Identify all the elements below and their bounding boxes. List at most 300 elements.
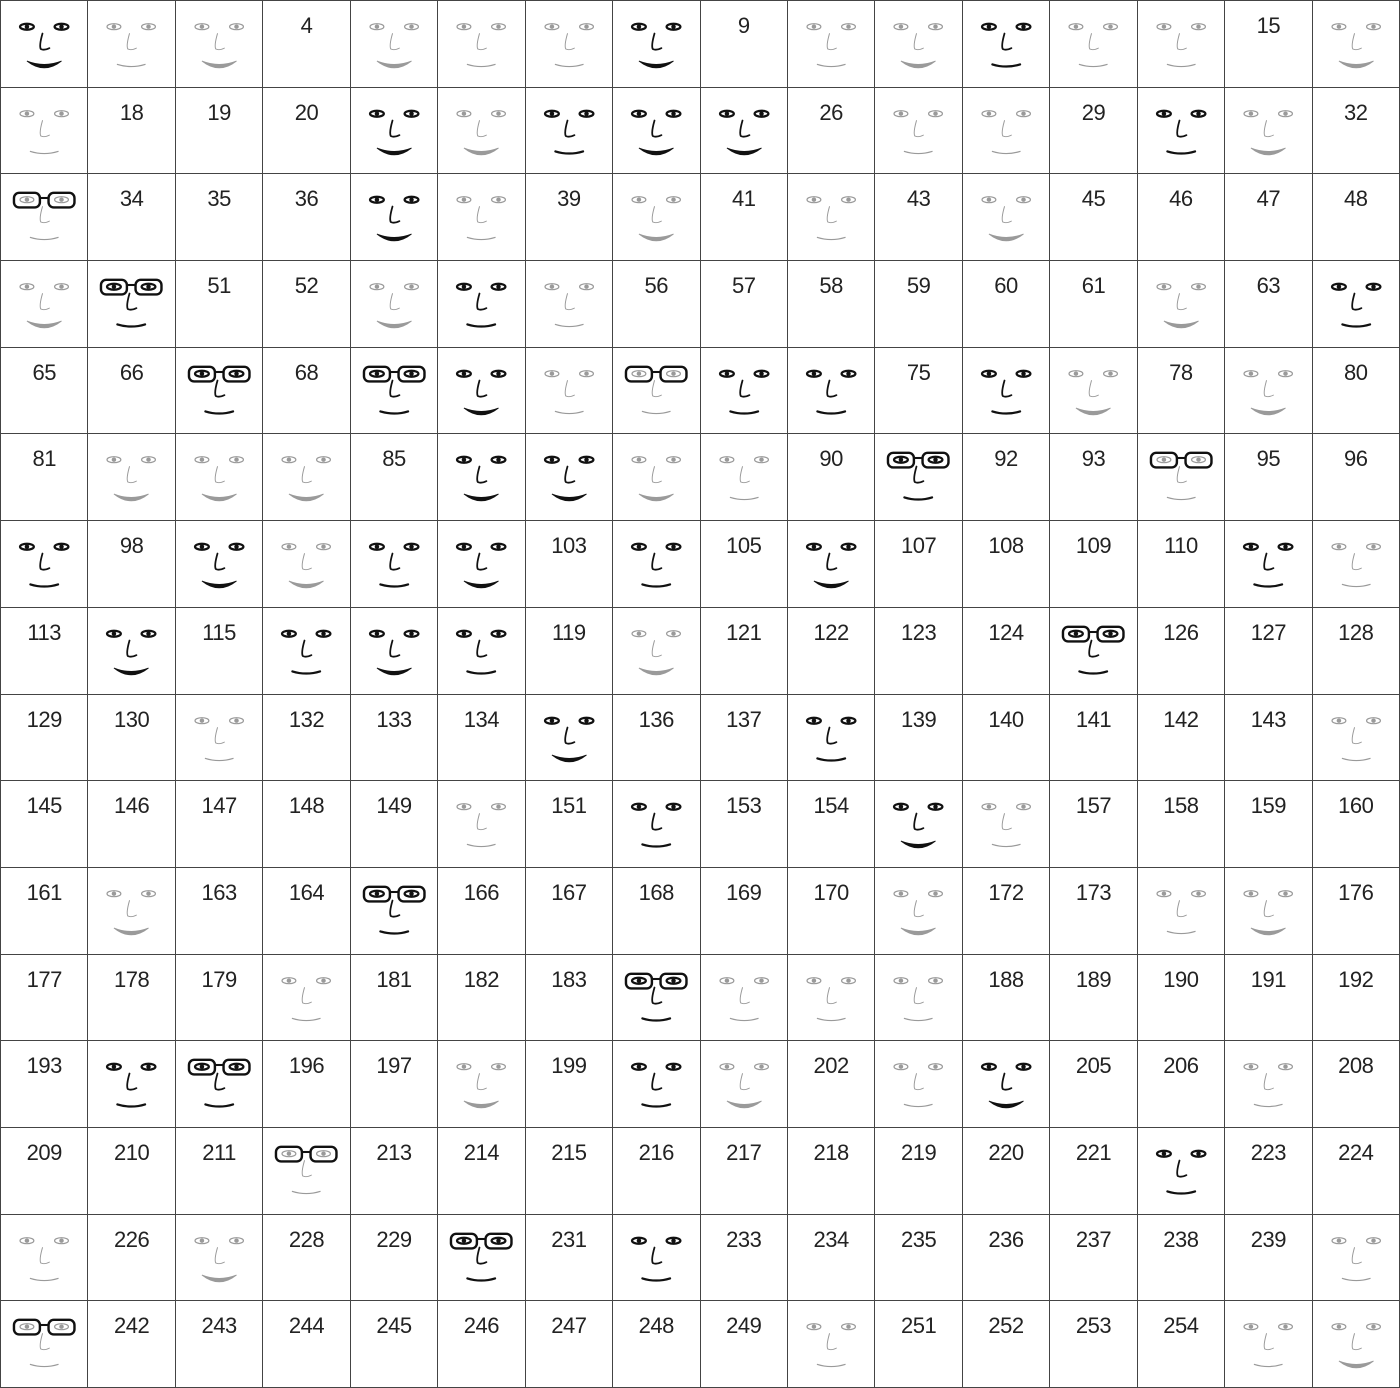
cell-number: 80 <box>1344 359 1368 385</box>
mouth <box>30 1278 58 1280</box>
nose <box>302 987 311 1003</box>
face-thumbnail-cell <box>262 607 349 694</box>
face-thumbnail-cell <box>874 867 961 954</box>
mouth <box>1167 1191 1195 1193</box>
numbered-cell <box>1312 607 1399 694</box>
nose <box>652 467 661 483</box>
right-pupil <box>1196 111 1200 115</box>
mouth <box>293 1191 321 1193</box>
numbered-cell <box>874 1214 961 1301</box>
mouth <box>1342 758 1370 760</box>
face-thumbnail-cell <box>612 347 699 434</box>
right-pupil <box>1283 1325 1287 1329</box>
cell-number: 139 <box>900 706 937 732</box>
cell-number: 58 <box>819 273 843 299</box>
face-thumbnail-cell <box>1224 1040 1311 1127</box>
mouth <box>377 668 412 675</box>
face-thumbnail-cell <box>874 0 961 87</box>
right-pupil <box>1283 891 1287 895</box>
mouth <box>118 64 146 66</box>
numbered-cell <box>874 1300 961 1387</box>
face-thumbnail-cell <box>350 0 437 87</box>
numbered-cell <box>525 607 612 694</box>
right-pupil <box>846 718 850 722</box>
right-pupil <box>59 24 63 28</box>
nose <box>827 207 836 223</box>
nose <box>915 1074 924 1090</box>
cell-number: 244 <box>288 1313 325 1339</box>
nose <box>215 467 224 483</box>
face-sketch-icon <box>613 1215 699 1301</box>
right-pupil <box>1371 1325 1375 1329</box>
right-pupil <box>1021 111 1025 115</box>
face-sketch-icon <box>701 88 787 174</box>
mouth <box>555 324 583 326</box>
face-thumbnail-cell <box>350 607 437 694</box>
mouth <box>1255 1105 1283 1107</box>
mouth <box>30 585 58 587</box>
mouth <box>468 671 496 673</box>
face-thumbnail-cell <box>1312 1214 1399 1301</box>
nose <box>915 120 924 136</box>
face-thumbnail-cell <box>350 87 437 174</box>
mouth <box>817 1365 845 1367</box>
left-pupil <box>637 458 641 462</box>
left-pupil <box>25 1238 29 1242</box>
numbered-cell <box>962 260 1049 347</box>
numbered-cell <box>175 260 262 347</box>
left-pupil <box>724 111 728 115</box>
left-pupil <box>986 371 990 375</box>
face-sketch-icon <box>1138 1128 1224 1214</box>
left-pupil <box>374 371 378 375</box>
face-thumbnail-cell <box>1224 1300 1311 1387</box>
cell-number: 61 <box>1081 273 1106 299</box>
cell-number: 142 <box>1163 706 1199 732</box>
numbered-cell <box>962 694 1049 781</box>
numbered-cell <box>262 0 349 87</box>
left-pupil <box>724 458 728 462</box>
numbered-cell <box>1312 173 1399 260</box>
mouth <box>1251 928 1286 935</box>
face-sketch-icon <box>176 1041 262 1127</box>
right-pupil <box>671 805 675 809</box>
right-pupil <box>846 1325 850 1329</box>
right-pupil <box>934 111 938 115</box>
left-pupil <box>462 111 466 115</box>
left-pupil <box>462 1065 466 1069</box>
cell-number: 45 <box>1081 186 1106 212</box>
left-pupil <box>200 371 204 375</box>
face-sketch-icon <box>263 1128 349 1214</box>
cell-number: 168 <box>638 879 674 905</box>
face-sketch-icon <box>1 1 87 87</box>
nose <box>477 294 486 310</box>
cell-number: 252 <box>988 1313 1024 1339</box>
mouth <box>639 234 674 241</box>
left-pupil <box>200 458 204 462</box>
face-thumbnail-cell <box>175 1214 262 1301</box>
cell-number: 197 <box>376 1053 412 1079</box>
cell-number: 18 <box>119 99 144 125</box>
right-pupil <box>1196 24 1200 28</box>
numbered-cell <box>1137 1300 1224 1387</box>
face-thumbnail-cell <box>1224 87 1311 174</box>
right-pupil <box>671 198 675 202</box>
nose <box>915 900 924 916</box>
face-thumbnail-cell <box>700 1040 787 1127</box>
mouth <box>1338 61 1373 68</box>
nose <box>390 207 399 223</box>
cell-number: 35 <box>207 186 231 212</box>
face-thumbnail-cell <box>1224 867 1311 954</box>
numbered-cell <box>962 954 1049 1041</box>
cell-number: 223 <box>1250 1139 1286 1165</box>
face-sketch-icon <box>1 1215 87 1301</box>
face-sketch-icon <box>351 348 437 434</box>
cell-number: 233 <box>726 1226 762 1252</box>
numbered-cell <box>1137 173 1224 260</box>
mouth <box>468 845 496 847</box>
right-pupil <box>234 1065 238 1069</box>
left-pupil <box>25 1325 29 1329</box>
mouth <box>464 408 499 415</box>
nose <box>1089 640 1098 656</box>
face-thumbnail-cell <box>0 87 87 174</box>
nose <box>1002 120 1011 136</box>
right-pupil <box>496 198 500 202</box>
nose <box>652 1074 661 1090</box>
face-thumbnail-cell <box>437 520 524 607</box>
right-pupil <box>1109 24 1113 28</box>
nose <box>1177 120 1186 136</box>
mouth <box>464 148 499 155</box>
nose <box>827 1334 836 1350</box>
cell-number: 173 <box>1075 879 1112 905</box>
mouth <box>642 411 670 413</box>
left-pupil <box>1336 718 1340 722</box>
numbered-cell <box>525 1300 612 1387</box>
face-thumbnail-cell <box>0 1214 87 1301</box>
cell-number: 247 <box>551 1313 587 1339</box>
face-sketch-icon <box>1313 1 1399 87</box>
face-thumbnail-cell <box>962 173 1049 260</box>
numbered-cell <box>1049 260 1136 347</box>
face-thumbnail-cell <box>1312 0 1399 87</box>
cell-number: 153 <box>726 793 762 819</box>
right-pupil <box>234 1238 238 1242</box>
face-sketch-icon <box>88 261 174 347</box>
mouth <box>817 411 845 413</box>
cell-number: 199 <box>551 1053 587 1079</box>
cell-number: 26 <box>819 99 843 125</box>
nose <box>40 207 49 223</box>
face-sketch-icon <box>1 174 87 260</box>
mouth <box>468 324 496 326</box>
numbered-cell <box>962 1300 1049 1387</box>
face-thumbnail-cell <box>1137 867 1224 954</box>
right-pupil <box>409 285 413 289</box>
cell-number: 109 <box>1075 533 1112 559</box>
face-sketch-icon <box>1138 1 1224 87</box>
cell-number: 163 <box>201 879 237 905</box>
nose <box>302 467 311 483</box>
cell-number: 66 <box>119 359 144 385</box>
left-pupil <box>637 978 641 982</box>
right-pupil <box>671 1238 675 1242</box>
mouth <box>730 498 758 500</box>
nose <box>740 380 749 396</box>
cell-number: 157 <box>1075 793 1112 819</box>
nose <box>1264 554 1273 570</box>
face-sketch-icon <box>875 868 961 954</box>
mouth <box>205 411 233 413</box>
numbered-cell <box>437 867 524 954</box>
nose <box>215 727 224 743</box>
numbered-cell <box>1224 173 1311 260</box>
mouth <box>730 1018 758 1020</box>
cell-number: 129 <box>26 706 62 732</box>
mouth <box>555 411 583 413</box>
numbered-cell <box>87 87 174 174</box>
face-sketch-icon <box>875 434 961 520</box>
cell-number: 239 <box>1250 1226 1286 1252</box>
face-sketch-icon <box>351 868 437 954</box>
nose <box>477 207 486 223</box>
nose <box>1177 34 1186 50</box>
face-sketch-icon <box>263 521 349 607</box>
face-sketch-icon <box>788 955 874 1041</box>
mouth <box>642 1105 670 1107</box>
left-pupil <box>637 24 641 28</box>
face-thumbnail-cell <box>437 173 524 260</box>
left-pupil <box>374 891 378 895</box>
face-thumbnail-cell <box>612 87 699 174</box>
numbered-cell <box>1312 954 1399 1041</box>
nose <box>1177 294 1186 310</box>
face-sketch-icon <box>963 781 1049 867</box>
numbered-cell <box>612 260 699 347</box>
cell-number: 127 <box>1250 619 1286 645</box>
nose <box>40 1334 49 1350</box>
numbered-cell <box>700 0 787 87</box>
face-thumbnail-cell <box>962 780 1049 867</box>
face-sketch-icon <box>88 608 174 694</box>
numbered-cell <box>1137 347 1224 434</box>
face-sketch-icon <box>526 88 612 174</box>
cell-number: 9 <box>737 13 750 38</box>
face-sketch-icon <box>613 434 699 520</box>
left-pupil <box>812 718 816 722</box>
left-pupil <box>462 198 466 202</box>
left-pupil <box>112 891 116 895</box>
cell-number: 110 <box>1164 533 1198 559</box>
face-sketch-icon <box>438 781 524 867</box>
mouth <box>114 668 149 675</box>
numbered-cell <box>0 694 87 781</box>
cell-number: 123 <box>900 619 937 645</box>
mouth <box>992 151 1020 153</box>
left-pupil <box>462 805 466 809</box>
left-pupil <box>549 111 553 115</box>
numbered-cell <box>175 867 262 954</box>
left-pupil <box>462 1238 466 1242</box>
left-pupil <box>812 371 816 375</box>
cell-number: 41 <box>731 186 756 212</box>
nose <box>652 814 661 830</box>
left-pupil <box>549 718 553 722</box>
cell-number: 159 <box>1250 793 1286 819</box>
cell-number: 93 <box>1081 446 1106 472</box>
cell-number: 243 <box>201 1313 237 1339</box>
face-sketch-icon <box>1313 1215 1399 1301</box>
cell-number: 229 <box>376 1226 412 1252</box>
left-pupil <box>637 1065 641 1069</box>
cell-number: 147 <box>201 793 237 819</box>
left-pupil <box>549 371 553 375</box>
right-pupil <box>234 458 238 462</box>
cell-number: 122 <box>813 619 849 645</box>
face-thumbnail-cell <box>350 520 437 607</box>
left-pupil <box>812 1325 816 1329</box>
face-thumbnail-cell <box>1312 520 1399 607</box>
face-thumbnail-cell <box>525 347 612 434</box>
cell-number: 226 <box>114 1226 150 1252</box>
face-sketch-icon <box>1 88 87 174</box>
numbered-cell <box>874 173 961 260</box>
left-pupil <box>1336 24 1340 28</box>
face-sketch-icon <box>963 348 1049 434</box>
numbered-cell <box>437 1300 524 1387</box>
face-sketch-icon <box>438 434 524 520</box>
cell-number: 48 <box>1344 186 1368 212</box>
face-thumbnail-cell <box>437 0 524 87</box>
face-thumbnail-cell <box>262 433 349 520</box>
nose <box>827 34 836 50</box>
right-pupil <box>322 458 326 462</box>
mouth <box>464 1101 499 1108</box>
face-sketch-icon <box>963 1 1049 87</box>
face-thumbnail-cell <box>175 0 262 87</box>
cell-number: 90 <box>819 446 843 472</box>
cell-number: 234 <box>813 1226 849 1252</box>
nose <box>1352 34 1361 50</box>
nose <box>128 467 137 483</box>
face-thumbnail-cell <box>1312 1300 1399 1387</box>
right-pupil <box>1196 891 1200 895</box>
face-thumbnail-cell <box>437 1214 524 1301</box>
left-pupil <box>549 458 553 462</box>
numbered-cell <box>1224 1214 1311 1301</box>
left-pupil <box>724 371 728 375</box>
face-thumbnail-cell <box>962 1040 1049 1127</box>
cell-number: 242 <box>114 1313 150 1339</box>
nose <box>565 727 574 743</box>
mouth <box>1338 1361 1373 1368</box>
numbered-cell <box>437 954 524 1041</box>
right-pupil <box>759 978 763 982</box>
face-thumbnail-cell <box>1049 0 1136 87</box>
numbered-cell <box>1137 1214 1224 1301</box>
mouth <box>726 1101 761 1108</box>
mouth <box>989 234 1024 241</box>
numbered-cell <box>87 1127 174 1214</box>
face-thumbnail-cell <box>612 0 699 87</box>
nose <box>128 1074 137 1090</box>
left-pupil <box>986 111 990 115</box>
numbered-cell <box>1049 1040 1136 1127</box>
mouth <box>468 238 496 240</box>
numbered-cell <box>1224 433 1311 520</box>
numbered-cell <box>262 1300 349 1387</box>
numbered-cell <box>1224 780 1311 867</box>
face-sketch-icon <box>526 348 612 434</box>
face-thumbnail-cell <box>612 1040 699 1127</box>
face-sketch-icon <box>1225 1301 1311 1387</box>
face-thumbnail-cell <box>350 173 437 260</box>
left-pupil <box>1074 631 1078 635</box>
face-thumbnail-cell <box>437 87 524 174</box>
right-pupil <box>496 545 500 549</box>
numbered-cell <box>700 260 787 347</box>
numbered-cell <box>87 1300 174 1387</box>
numbered-cell <box>350 1300 437 1387</box>
mouth <box>730 411 758 413</box>
face-sketch-icon <box>875 781 961 867</box>
face-sketch-icon <box>1138 434 1224 520</box>
face-sketch-icon <box>176 1215 262 1301</box>
face-thumbnail-cell <box>437 347 524 434</box>
face-sketch-icon <box>613 781 699 867</box>
right-pupil <box>322 631 326 635</box>
cell-number: 148 <box>288 793 325 819</box>
left-pupil <box>200 24 204 28</box>
numbered-cell <box>525 520 612 607</box>
nose <box>1002 207 1011 223</box>
face-thumbnail-cell <box>700 954 787 1041</box>
face-sketch-icon <box>176 434 262 520</box>
cell-number: 63 <box>1256 273 1281 299</box>
cell-number: 160 <box>1338 793 1374 819</box>
mouth <box>205 1105 233 1107</box>
nose <box>565 34 574 50</box>
numbered-cell <box>700 780 787 867</box>
face-sketch-icon <box>1050 1 1136 87</box>
right-pupil <box>934 458 938 462</box>
face-sketch-icon <box>1050 608 1136 694</box>
face-sketch-icon <box>1225 1041 1311 1127</box>
mouth <box>1080 64 1108 66</box>
mouth <box>642 845 670 847</box>
face-thumbnail-cell <box>874 87 961 174</box>
mouth <box>468 1278 496 1280</box>
left-pupil <box>462 371 466 375</box>
numbered-cell <box>87 694 174 781</box>
face-thumbnail-cell <box>787 0 874 87</box>
numbered-cell <box>787 87 874 174</box>
face-thumbnail-cell <box>87 1040 174 1127</box>
right-pupil <box>671 458 675 462</box>
numbered-cell <box>1312 433 1399 520</box>
mouth <box>377 321 412 328</box>
numbered-cell <box>525 867 612 954</box>
nose <box>128 294 137 310</box>
face-thumbnail-cell <box>1049 347 1136 434</box>
left-pupil <box>899 24 903 28</box>
cell-number: 134 <box>463 706 500 732</box>
numbered-cell <box>874 607 961 694</box>
numbered-cell <box>350 1040 437 1127</box>
